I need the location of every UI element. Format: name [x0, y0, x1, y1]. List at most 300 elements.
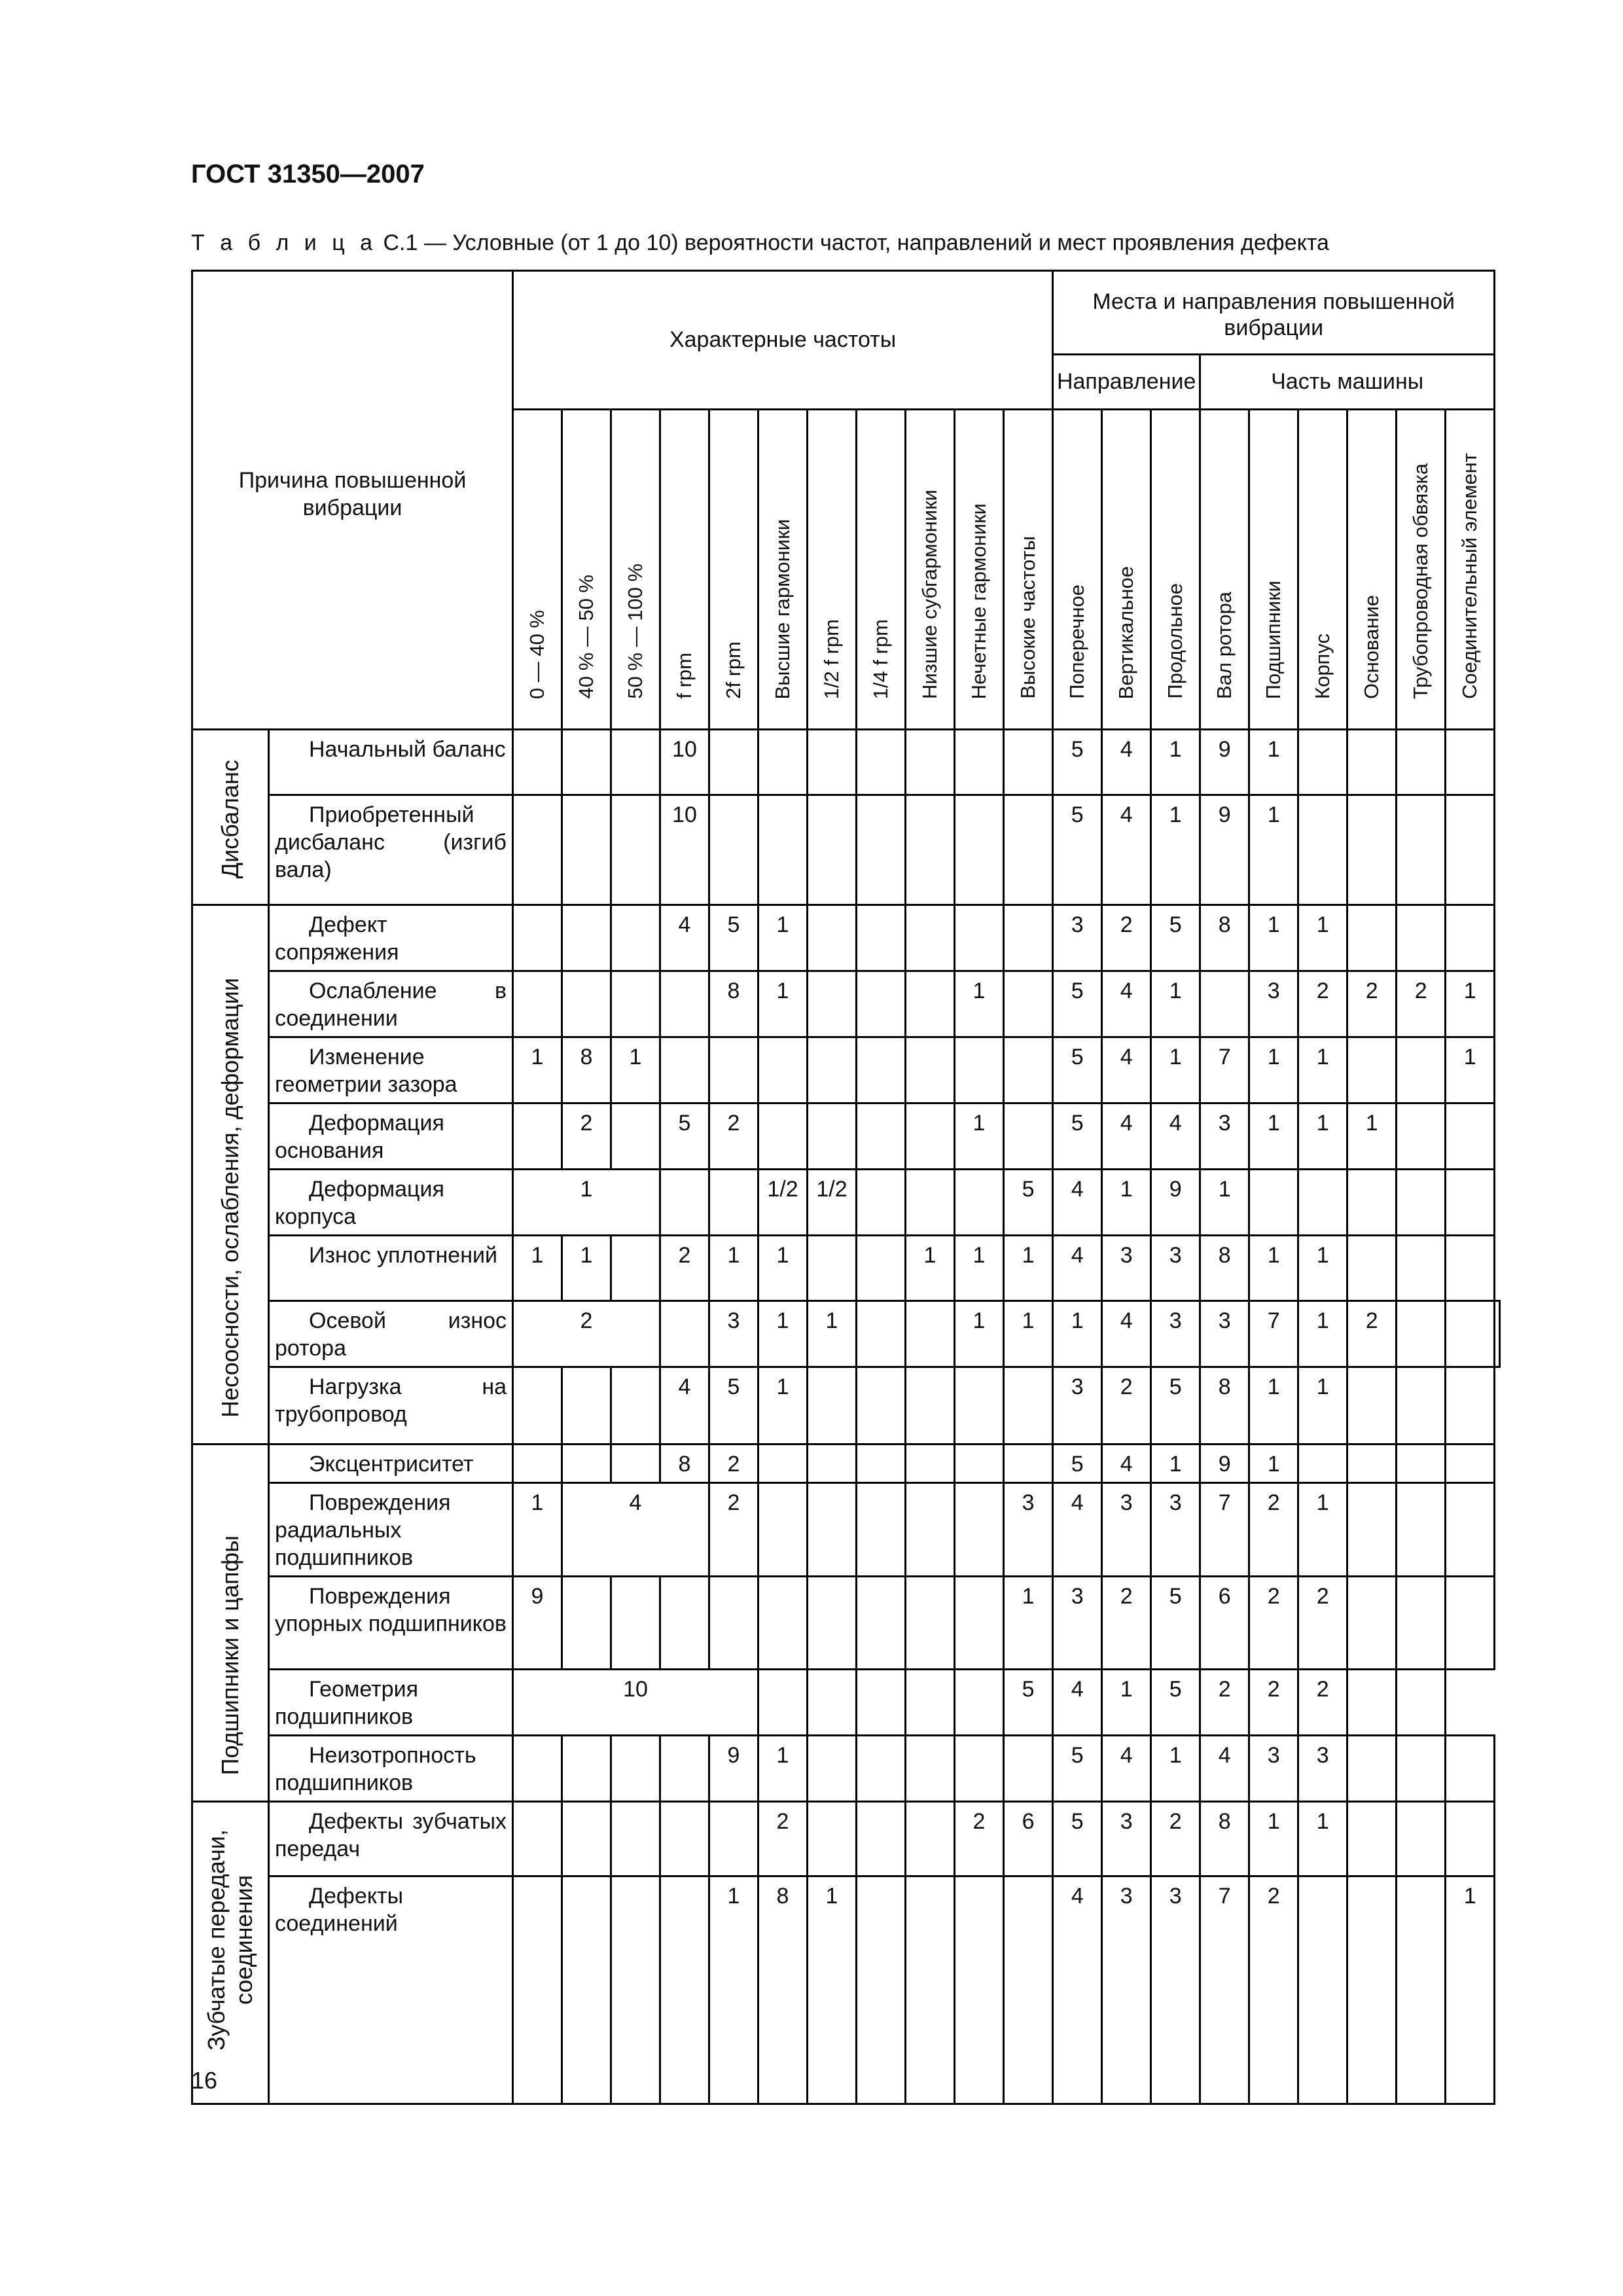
defect-reason-text: Деформация основания — [275, 1111, 444, 1163]
value-cell: 4 — [1200, 1736, 1249, 1802]
column-header — [1397, 410, 1446, 730]
value-cell: 3 — [1102, 1876, 1151, 2104]
value-cell — [513, 971, 562, 1037]
value-cell — [1004, 905, 1053, 971]
value-cell: 1 — [1347, 1103, 1397, 1170]
value-cell — [1347, 905, 1397, 971]
value-cell — [808, 1103, 857, 1170]
value-cell: 1 — [906, 1236, 955, 1301]
value-cell: 8 — [562, 1037, 611, 1103]
defect-reason — [269, 1170, 513, 1236]
value-cell — [1446, 1444, 1495, 1483]
value-cell — [808, 1577, 857, 1670]
value-cell: 1 — [1298, 1802, 1347, 1876]
value-cell: 3 — [1053, 1577, 1102, 1670]
table-caption — [191, 230, 1329, 256]
value-cell — [1347, 730, 1397, 795]
value-cell — [857, 1670, 906, 1736]
value-cell — [808, 1483, 857, 1577]
value-cell — [562, 730, 611, 795]
document-title: ГОСТ 31350—2007 — [191, 160, 425, 188]
value-cell — [1495, 1301, 1500, 1367]
value-cell: 7 — [1200, 1483, 1249, 1577]
table-row — [192, 1483, 1500, 1577]
value-cell — [906, 1577, 955, 1670]
value-cell: 3 — [1151, 1483, 1200, 1577]
value-cell: 5 — [1151, 1367, 1200, 1444]
column-header — [1298, 410, 1347, 730]
column-header-label: Высшие гармоники — [771, 518, 794, 699]
value-cell — [709, 1170, 758, 1236]
value-cell: 1/2 — [808, 1170, 857, 1236]
group-label-text: Несоосности, ослабления, деформации — [217, 978, 243, 1418]
value-cell — [857, 1577, 906, 1670]
defect-reason-text: Эксцентриситет — [309, 1452, 474, 1477]
table-row — [192, 1367, 1500, 1444]
defect-reason — [269, 1301, 513, 1367]
value-cell: 2 — [1249, 1577, 1298, 1670]
value-cell — [1397, 730, 1446, 795]
value-cell: 2 — [1151, 1802, 1200, 1876]
value-cell: 3 — [1151, 1876, 1200, 2104]
value-cell: 1 — [955, 1236, 1004, 1301]
value-cell: 1 — [955, 1103, 1004, 1170]
value-cell: 1 — [1249, 1037, 1298, 1103]
value-cell: 1 — [1249, 1802, 1298, 1876]
value-cell: 1 — [611, 1037, 660, 1103]
column-header — [1446, 410, 1495, 730]
value-cell — [611, 1802, 660, 1876]
column-header-label: 0 — 40 % — [526, 609, 549, 699]
value-cell: 2 — [1102, 1367, 1151, 1444]
value-cell: 9 — [709, 1736, 758, 1802]
value-cell — [906, 1444, 955, 1483]
column-header-label: Основание — [1360, 594, 1383, 699]
value-cell — [758, 1577, 808, 1670]
table-row — [192, 1876, 1500, 2104]
value-cell — [1004, 1367, 1053, 1444]
value-cell — [906, 730, 955, 795]
value-cell: 2 — [1397, 971, 1446, 1037]
value-cell — [808, 1444, 857, 1483]
value-cell: 4 — [562, 1483, 709, 1577]
value-cell — [1347, 1577, 1397, 1670]
column-header — [709, 410, 758, 730]
value-cell — [513, 1367, 562, 1444]
value-cell — [1397, 1802, 1446, 1876]
value-cell — [660, 1802, 709, 1876]
value-cell: 1 — [1151, 730, 1200, 795]
value-cell: 1 — [1151, 1444, 1200, 1483]
value-cell: 3 — [1053, 905, 1102, 971]
value-cell — [906, 1876, 955, 2104]
value-cell: 10 — [513, 1670, 758, 1736]
value-cell: 1 — [1249, 1236, 1298, 1301]
value-cell — [562, 1876, 611, 2104]
value-cell — [955, 1670, 1004, 1736]
value-cell — [857, 971, 906, 1037]
value-cell: 1 — [562, 1236, 611, 1301]
column-header-label: Высокие частоты — [1016, 536, 1040, 699]
table-row — [192, 971, 1500, 1037]
value-cell — [955, 795, 1004, 905]
header-machine-part: Часть машины — [1200, 355, 1495, 410]
defect-reason-text: Деформация корпуса — [275, 1177, 444, 1229]
table-row — [192, 1236, 1500, 1301]
value-cell — [955, 1444, 1004, 1483]
value-cell: 1 — [955, 1301, 1004, 1367]
column-header — [1347, 410, 1397, 730]
header-frequencies: Характерные частоты — [513, 271, 1053, 410]
value-cell — [955, 1736, 1004, 1802]
value-cell — [1446, 1577, 1495, 1670]
column-header — [660, 410, 709, 730]
value-cell — [513, 1876, 562, 2104]
value-cell — [1397, 1876, 1446, 2104]
value-cell: 5 — [1053, 730, 1102, 795]
value-cell: 1 — [1151, 971, 1200, 1037]
value-cell — [513, 1103, 562, 1170]
column-header-label: Продольное — [1164, 583, 1187, 699]
column-header — [1053, 410, 1102, 730]
value-cell: 1/2 — [758, 1170, 808, 1236]
value-cell: 5 — [1151, 905, 1200, 971]
value-cell: 3 — [1102, 1236, 1151, 1301]
value-cell: 4 — [1151, 1103, 1200, 1170]
value-cell: 2 — [1102, 905, 1151, 971]
value-cell — [1347, 1170, 1397, 1236]
value-cell — [1347, 1876, 1397, 2104]
value-cell — [1004, 971, 1053, 1037]
value-cell — [611, 795, 660, 905]
value-cell — [611, 1876, 660, 2104]
value-cell — [1347, 795, 1397, 905]
value-cell: 1 — [758, 1236, 808, 1301]
value-cell: 1 — [1102, 1670, 1151, 1736]
value-cell: 7 — [1200, 1876, 1249, 2104]
table-row — [192, 1103, 1500, 1170]
value-cell — [1004, 1444, 1053, 1483]
value-cell — [1446, 1170, 1495, 1236]
value-cell: 1 — [513, 1170, 660, 1236]
value-cell — [1347, 1367, 1397, 1444]
column-header-label: Корпус — [1311, 634, 1334, 699]
value-cell — [562, 1444, 611, 1483]
table-row — [192, 1577, 1500, 1670]
value-cell — [857, 1876, 906, 2104]
value-cell — [1446, 795, 1495, 905]
defect-reason-text: Изменение геометрии зазора — [275, 1045, 457, 1097]
value-cell — [1249, 1170, 1298, 1236]
value-cell — [562, 795, 611, 905]
value-cell: 1 — [1249, 730, 1298, 795]
value-cell: 1 — [1249, 905, 1298, 971]
value-cell — [513, 1736, 562, 1802]
value-cell: 6 — [1004, 1802, 1053, 1876]
value-cell — [1397, 1103, 1446, 1170]
value-cell — [1446, 1236, 1495, 1301]
value-cell: 1 — [1200, 1170, 1249, 1236]
group-label — [192, 1444, 269, 1802]
value-cell — [1397, 1170, 1446, 1236]
value-cell: 2 — [955, 1802, 1004, 1876]
value-cell — [1397, 1736, 1446, 1802]
value-cell: 2 — [1249, 1670, 1298, 1736]
column-header-label: 40 % — 50 % — [575, 575, 598, 699]
value-cell — [562, 971, 611, 1037]
value-cell — [1347, 1236, 1397, 1301]
value-cell: 9 — [1151, 1170, 1200, 1236]
value-cell: 3 — [1151, 1301, 1200, 1367]
value-cell — [758, 730, 808, 795]
value-cell — [906, 1301, 955, 1367]
value-cell — [611, 971, 660, 1037]
value-cell — [857, 1236, 906, 1301]
value-cell — [1446, 1802, 1495, 1876]
value-cell: 9 — [1200, 1444, 1249, 1483]
value-cell — [562, 1736, 611, 1802]
value-cell: 5 — [1151, 1577, 1200, 1670]
value-cell: 1 — [1446, 1037, 1495, 1103]
value-cell — [709, 1577, 758, 1670]
value-cell — [857, 1483, 906, 1577]
defect-reason-text: Осевой износ ротора — [275, 1308, 507, 1361]
value-cell — [1397, 1367, 1446, 1444]
vibration-probability-table — [191, 270, 1501, 2105]
group-label — [192, 730, 269, 905]
value-cell: 2 — [1347, 1301, 1397, 1367]
defect-reason — [269, 1670, 513, 1736]
value-cell: 1 — [1446, 971, 1495, 1037]
value-cell: 1 — [1298, 1037, 1347, 1103]
header-cause: Причина повышенной вибрации — [192, 271, 513, 730]
value-cell — [808, 1236, 857, 1301]
value-cell — [660, 1577, 709, 1670]
value-cell — [1446, 1103, 1495, 1170]
value-cell — [1298, 1444, 1347, 1483]
value-cell — [906, 1802, 955, 1876]
value-cell — [955, 1367, 1004, 1444]
value-cell — [562, 905, 611, 971]
value-cell — [758, 795, 808, 905]
value-cell: 10 — [660, 795, 709, 905]
value-cell: 2 — [660, 1236, 709, 1301]
column-header-label: Соединительный элемент — [1458, 453, 1482, 699]
value-cell: 3 — [709, 1301, 758, 1367]
caption-text: С.1 — Условные (от 1 до 10) вероятности частот, направлений и мест проявления дефекта — [383, 230, 1329, 255]
header-direction: Направление — [1053, 355, 1200, 410]
defect-reason-text: Геометрия подшипников — [275, 1677, 418, 1729]
table-row — [192, 1670, 1500, 1736]
value-cell: 1 — [955, 971, 1004, 1037]
table-row — [192, 1802, 1500, 1876]
value-cell — [857, 1103, 906, 1170]
value-cell: 1 — [758, 905, 808, 971]
defect-reason — [269, 1802, 513, 1876]
value-cell: 3 — [1053, 1367, 1102, 1444]
value-cell: 1 — [758, 971, 808, 1037]
value-cell — [857, 795, 906, 905]
defect-reason — [269, 1483, 513, 1577]
value-cell: 3 — [1004, 1483, 1053, 1577]
value-cell — [758, 1444, 808, 1483]
column-header-label: Низшие субгармоники — [918, 489, 942, 699]
column-header-label: 2f rpm — [722, 641, 745, 699]
value-cell: 1 — [513, 1037, 562, 1103]
value-cell: 1 — [1004, 1301, 1053, 1367]
value-cell: 1 — [1004, 1236, 1053, 1301]
value-cell — [709, 730, 758, 795]
table-row — [192, 1301, 1500, 1367]
defect-reason-text: Дефекты зубчатых передач — [275, 1809, 507, 1861]
value-cell: 4 — [660, 905, 709, 971]
value-cell — [955, 1577, 1004, 1670]
value-cell — [758, 1670, 808, 1736]
column-header — [1004, 410, 1053, 730]
column-header-label: Подшипники — [1262, 580, 1285, 699]
value-cell — [758, 1037, 808, 1103]
value-cell: 4 — [660, 1367, 709, 1444]
value-cell: 8 — [1200, 1236, 1249, 1301]
value-cell: 3 — [1102, 1802, 1151, 1876]
column-header — [906, 410, 955, 730]
value-cell — [1004, 1103, 1053, 1170]
defect-reason — [269, 1037, 513, 1103]
column-header — [955, 410, 1004, 730]
defect-reason — [269, 905, 513, 971]
defect-reason-text: Приобретенный дисбаланс (изгиб вала) — [275, 802, 507, 882]
value-cell: 5 — [1053, 1736, 1102, 1802]
value-cell: 2 — [709, 1444, 758, 1483]
value-cell — [808, 1670, 857, 1736]
column-header — [1102, 410, 1151, 730]
value-cell: 9 — [1200, 730, 1249, 795]
value-cell — [660, 1301, 709, 1367]
header-places: Места и направления повышенной вибрации — [1053, 271, 1495, 355]
value-cell: 2 — [1200, 1670, 1249, 1736]
value-cell — [955, 1170, 1004, 1236]
value-cell — [857, 905, 906, 971]
group-label-text: Зубчатые передачи, соединения — [203, 1829, 257, 2051]
value-cell — [906, 905, 955, 971]
value-cell — [1004, 795, 1053, 905]
column-header — [808, 410, 857, 730]
table-row — [192, 730, 1500, 795]
value-cell — [709, 1802, 758, 1876]
value-cell — [808, 795, 857, 905]
defect-reason-text: Начальный баланс — [309, 737, 506, 762]
value-cell: 2 — [1249, 1483, 1298, 1577]
caption-prefix: Т а б л и ц а — [191, 230, 378, 255]
value-cell: 8 — [709, 971, 758, 1037]
value-cell: 6 — [1200, 1577, 1249, 1670]
value-cell: 5 — [1053, 1444, 1102, 1483]
value-cell — [1298, 1170, 1347, 1236]
value-cell — [1004, 1876, 1053, 2104]
value-cell: 1 — [1298, 1301, 1347, 1367]
column-header-label: f rpm — [673, 653, 696, 699]
value-cell: 4 — [1053, 1170, 1102, 1236]
value-cell — [660, 1170, 709, 1236]
value-cell: 5 — [1053, 1103, 1102, 1170]
value-cell: 2 — [758, 1802, 808, 1876]
value-cell — [857, 1037, 906, 1103]
value-cell — [611, 1577, 660, 1670]
value-cell: 4 — [1102, 1444, 1151, 1483]
value-cell: 2 — [1347, 971, 1397, 1037]
column-header-label: Нечетные гармоники — [967, 503, 991, 699]
value-cell: 4 — [1102, 1037, 1151, 1103]
value-cell — [660, 1037, 709, 1103]
value-cell: 2 — [1298, 1670, 1347, 1736]
value-cell — [513, 905, 562, 971]
value-cell: 8 — [1200, 1802, 1249, 1876]
value-cell — [660, 1736, 709, 1802]
value-cell: 1 — [1298, 1103, 1347, 1170]
value-cell: 3 — [1151, 1236, 1200, 1301]
value-cell: 4 — [1102, 1301, 1151, 1367]
value-cell — [808, 1802, 857, 1876]
value-cell — [513, 730, 562, 795]
value-cell: 5 — [1053, 1802, 1102, 1876]
column-header-label: Поперечное — [1065, 584, 1089, 699]
value-cell — [1347, 1444, 1397, 1483]
value-cell: 1 — [1004, 1577, 1053, 1670]
value-cell: 5 — [660, 1103, 709, 1170]
value-cell — [513, 795, 562, 905]
defect-reason — [269, 1577, 513, 1670]
value-cell — [808, 730, 857, 795]
value-cell — [808, 1736, 857, 1802]
value-cell — [857, 1170, 906, 1236]
column-header-label: Вертикальное — [1115, 565, 1138, 699]
value-cell: 1 — [1298, 1367, 1347, 1444]
column-header — [562, 410, 611, 730]
value-cell — [1446, 905, 1495, 971]
value-cell — [906, 1670, 955, 1736]
defect-reason-text: Дефекты соединений — [275, 1883, 404, 1936]
defect-reason-text: Износ уплотнений — [309, 1243, 497, 1268]
value-cell: 1 — [1151, 795, 1200, 905]
value-cell: 5 — [1053, 971, 1102, 1037]
value-cell: 4 — [1053, 1876, 1102, 2104]
value-cell — [1397, 1301, 1446, 1367]
defect-reason — [269, 795, 513, 905]
value-cell — [1004, 1736, 1053, 1802]
defect-reason — [269, 1444, 513, 1483]
value-cell — [758, 1483, 808, 1577]
value-cell — [758, 1103, 808, 1170]
value-cell: 5 — [1053, 795, 1102, 905]
defect-reason-text: Дефект сопряжения — [275, 912, 399, 965]
value-cell — [906, 1170, 955, 1236]
value-cell — [955, 1876, 1004, 2104]
defect-reason-text: Ослабление в соединении — [275, 978, 507, 1031]
value-cell: 4 — [1053, 1483, 1102, 1577]
column-header-label: 1/2 f rpm — [820, 619, 844, 699]
table-row — [192, 905, 1500, 971]
column-header-label: 50 % — 100 % — [624, 564, 647, 699]
value-cell — [906, 1483, 955, 1577]
value-cell: 9 — [513, 1577, 562, 1670]
value-cell: 2 — [1298, 1577, 1347, 1670]
value-cell — [857, 1736, 906, 1802]
value-cell — [1397, 795, 1446, 905]
value-cell: 3 — [1249, 1736, 1298, 1802]
value-cell: 8 — [1200, 905, 1249, 971]
value-cell: 1 — [1151, 1736, 1200, 1802]
value-cell — [1347, 1037, 1397, 1103]
